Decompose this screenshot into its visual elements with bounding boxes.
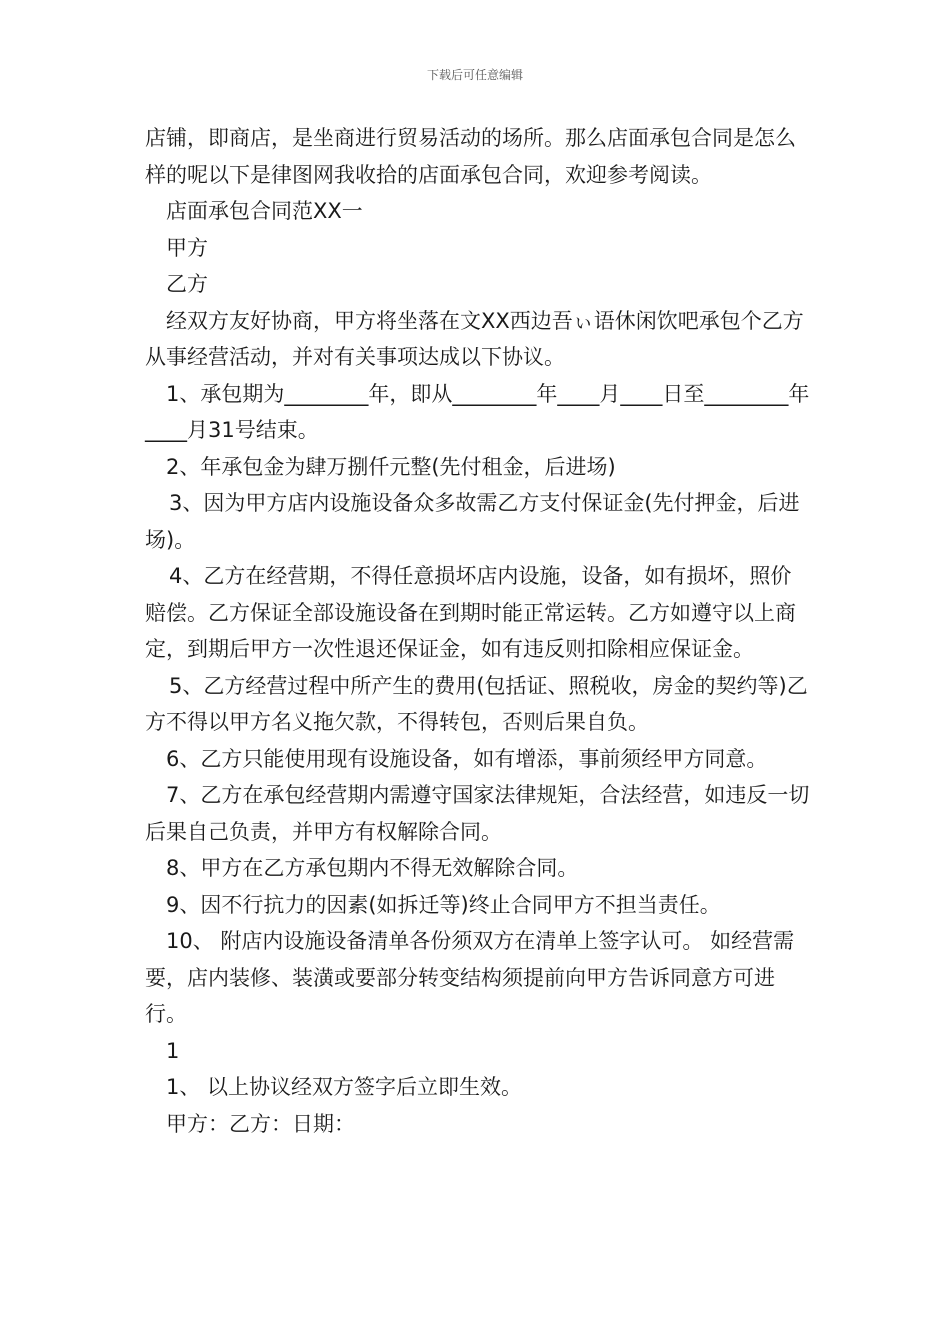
contract-title: 店面承包合同范XX一	[166, 199, 363, 223]
document-body	[145, 120, 810, 1142]
effective-clause: 1、 以上协议经双方签字后立即生效。	[166, 1075, 523, 1099]
party-b-line: 乙方	[166, 272, 208, 296]
party-a-line: 甲方	[166, 235, 208, 260]
clause-9: 9、因不行抗力的因素(如拆迁等)终止合同甲方不担当责任。	[166, 892, 721, 917]
signature-line: 甲方：乙方：日期：	[166, 1111, 355, 1136]
clause-8: 8、甲方在乙方承包期内不得无效解除合同。	[166, 856, 579, 880]
page-number-line: 1	[166, 1038, 180, 1063]
clause-10: 10、 附店内设施设备清单各份须双方在清单上签字认可。 如经营需要，店内装修、装潢或要部分转变结构须提前向甲方告诉同意方可进行。	[145, 929, 795, 1026]
clause-5: 5、乙方经营过程中所产生的费用(包括证、照税收，房金的契约等)乙方不得以甲方名义拖欠款，不得转包，否则后果自负。	[145, 673, 808, 734]
clause-2: 2、年承包金为肆万捌仟元整(先付租金，后进场)	[166, 454, 616, 479]
clause-4: 4、乙方在经营期，不得任意损坏店内设施，设备，如有损坏，照价赔偿。乙方保证全部设施设备在到期时能正常运转。乙方如遵守以上商定，到期后甲方一次性退还保证金，如有违反则扣除相应保证金。	[145, 564, 796, 661]
clause-7: 7、乙方在承包经营期内需遵守国家法律规矩，合法经营，如违反一切后果自己负责，并甲方有权解除合同。	[145, 783, 810, 844]
intro-paragraph: 店铺，即商店，是坐商进行贸易活动的场所。那么店面承包合同是怎么样的呢以下是律图网我收拾的店面承包合同，欢迎参考阅读。	[145, 126, 796, 187]
preamble-paragraph: 经双方友好协商，甲方将坐落在文XX西边吾ぃ语休闲饮吧承包个乙方从事经营活动，并对有关事项达成以下协议。	[145, 308, 804, 369]
clause-6: 6、乙方只能使用现有设施设备，如有增添，事前须经甲方同意。	[166, 746, 768, 771]
clause-3: 3、因为甲方店内设施设备众多故需乙方支付保证金(先付押金，后进场)。	[145, 491, 800, 552]
page-header: 下载后可任意编辑	[426, 68, 523, 82]
clause-1: 1、承包期为________年，即从________年____月____日至________年____月31号结束。	[145, 381, 810, 442]
